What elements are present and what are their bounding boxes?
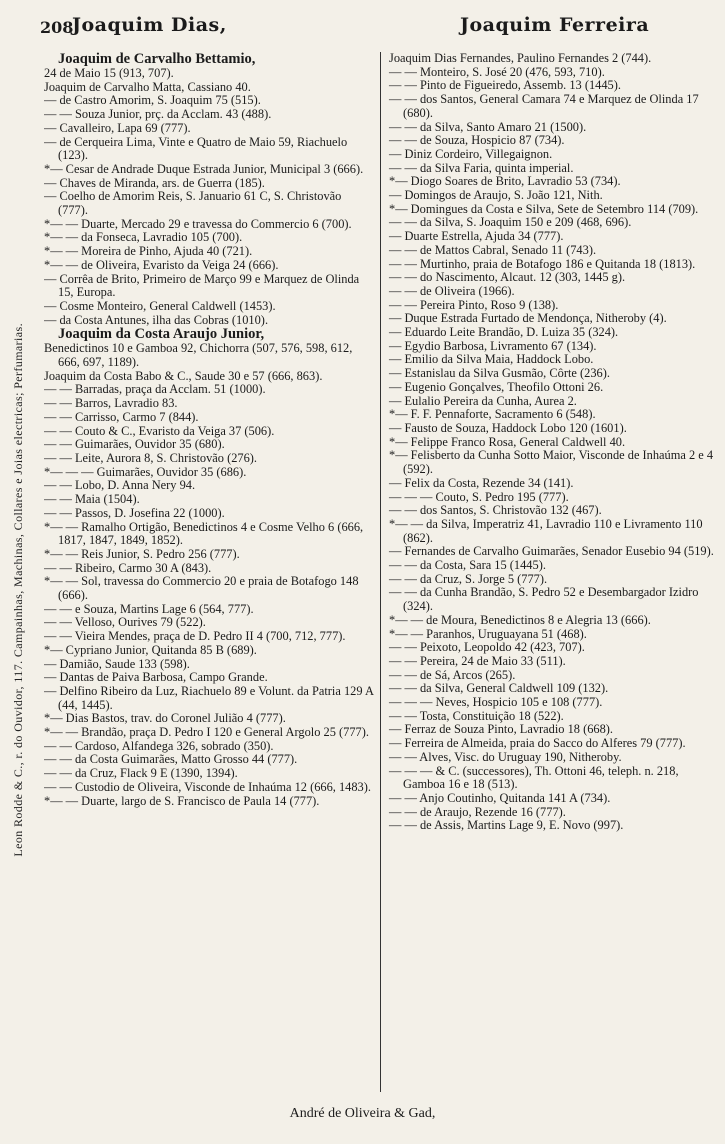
directory-entry: — Diniz Cordeiro, Villegaignon. bbox=[389, 146, 553, 161]
directory-entry: — — — Neves, Hospicio 105 e 108 (777). bbox=[389, 695, 603, 710]
directory-entry: — Eugenio Gonçalves, Theofilo Ottoni 26. bbox=[389, 379, 604, 394]
page-number: 208 bbox=[40, 18, 74, 37]
directory-entry: — de Castro Amorim, S. Joaquim 75 (515). bbox=[44, 93, 261, 108]
directory-entry: — — Custodio de Oliveira, Visconde de Inhaúma 12 (666, 1483). bbox=[44, 779, 371, 794]
directory-entry: — Damião, Saude 133 (598). bbox=[44, 656, 190, 671]
directory-entry: — — da Costa Guimarães, Matto Grosso 44 (777). bbox=[44, 752, 298, 767]
directory-entry: — — Pereira Pinto, Roso 9 (138). bbox=[389, 297, 559, 312]
directory-entry: 24 de Maio 15 (913, 707). bbox=[44, 66, 174, 80]
directory-entry: *— — de Oliveira, Evaristo da Veiga 24 (666). bbox=[44, 257, 279, 272]
directory-entry: — Chaves de Miranda, ars. de Guerra (185). bbox=[44, 175, 265, 190]
directory-entry: — Delfino Ribeiro da Luz, Riachuelo 89 e Volunt. da Patria 129 A (44, 1445). bbox=[44, 683, 374, 712]
directory-entry: — Cavalleiro, Lapa 69 (777). bbox=[44, 120, 191, 135]
directory-entry: — — Guimarães, Ouvidor 35 (680). bbox=[44, 437, 225, 452]
directory-entry: — — da Silva, S. Joaquim 150 e 209 (468, 696). bbox=[389, 215, 632, 230]
directory-entry: *— — Paranhos, Uruguayana 51 (468). bbox=[389, 626, 587, 641]
directory-entry: — — Peixoto, Leopoldo 42 (423, 707). bbox=[389, 640, 585, 655]
directory-entry: — — de Mattos Cabral, Senado 11 (743). bbox=[389, 242, 597, 257]
directory-entry: — — — & C. (successores), Th. Ottoni 46, teleph. n. 218, Gamboa 16 e 18 (513). bbox=[389, 763, 679, 792]
directory-entry: — — Vieira Mendes, praça de D. Pedro II 4 (700, 712, 777). bbox=[44, 629, 346, 644]
directory-entry: — Domingos de Araujo, S. João 121, Nith. bbox=[389, 188, 603, 203]
directory-entry: — Coelho de Amorim Reis, S. Januario 61 C, S. Christovão (777). bbox=[44, 189, 342, 218]
directory-entry: — — Murtinho, praia de Botafogo 186 e Quitanda 18 (1813). bbox=[389, 256, 696, 271]
directory-entry: — — de Souza, Hospicio 87 (734). bbox=[389, 133, 565, 148]
side-advertisement-text: Leon Rodde & C., r. do Ouvidor, 117. Campainhas, Machinas, Collares e Joias electricas; Perfumarias. bbox=[10, 323, 25, 857]
directory-entry: — Duarte Estrella, Ajuda 34 (777). bbox=[389, 229, 564, 244]
left-column bbox=[44, 52, 381, 1092]
directory-entry: Joaquim da Costa Babo & C., Saude 30 e 57 (666, 863). bbox=[44, 368, 323, 383]
directory-entry: — — dos Santos, S. Christovão 132 (467). bbox=[389, 503, 602, 518]
directory-entry: — — Pereira, 24 de Maio 33 (511). bbox=[389, 653, 566, 668]
directory-entry: — — dos Santos, General Camara 74 e Marquez de Olinda 17 (680). bbox=[389, 92, 699, 120]
directory-entry: — — Ribeiro, Carmo 30 A (843). bbox=[44, 560, 212, 575]
directory-entry: — — da Silva, General Caldwell 109 (132). bbox=[389, 681, 609, 696]
directory-entry: — de Cerqueira Lima, Vinte e Quatro de Maio 59, Riachuelo (123). bbox=[44, 134, 348, 163]
directory-entry: — — Barros, Lavradio 83. bbox=[44, 396, 178, 411]
directory-entry: *— Felippe Franco Rosa, General Caldwell 40. bbox=[389, 434, 626, 449]
directory-entry: — — Lobo, D. Anna Nery 94. bbox=[44, 478, 196, 493]
directory-entry: Joaquim de Carvalho Bettamio, bbox=[58, 52, 256, 67]
directory-entry: — — Maia (1504). bbox=[44, 492, 140, 507]
directory-entry: — Eduardo Leite Brandão, D. Luiza 35 (324). bbox=[389, 325, 619, 340]
directory-entry: *— F. F. Pennaforte, Sacramento 6 (548). bbox=[389, 407, 596, 422]
directory-entry: — da Costa Antunes, ilha das Cobras (1010). bbox=[44, 312, 269, 327]
directory-entry: — — e Souza, Martins Lage 6 (564, 777). bbox=[44, 601, 254, 616]
directory-entry: — Fernandes de Carvalho Guimarães, Senador Eusebio 94 (519). bbox=[389, 544, 714, 559]
directory-entry: *— — Sol, travessa do Commercio 20 e praia de Botafogo 148 (666). bbox=[44, 574, 359, 603]
directory-entry: — Corrêa de Brito, Primeiro de Março 99 e Marquez de Olinda 15, Europa. bbox=[44, 271, 360, 300]
directory-entry: *— — da Fonseca, Lavradio 105 (700). bbox=[44, 230, 243, 245]
directory-entry: — — Souza Junior, prç. da Acclam. 43 (488). bbox=[44, 107, 272, 122]
directory-entry: — — Couto & C., Evaristo da Veiga 37 (506). bbox=[44, 423, 275, 438]
directory-entry: — Egydio Barbosa, Livramento 67 (134). bbox=[389, 338, 597, 353]
directory-entry: — Emilio da Silva Maia, Haddock Lobo. bbox=[389, 352, 594, 367]
directory-entry: — — de Araujo, Rezende 16 (777). bbox=[389, 804, 566, 819]
directory-entry: — — Alves, Visc. do Uruguay 190, Nitheroby. bbox=[389, 749, 622, 764]
directory-entry: — — — Couto, S. Pedro 195 (777). bbox=[389, 489, 569, 504]
directory-entry: *— Cesar de Andrade Duque Estrada Junior, Municipal 3 (666). bbox=[44, 161, 364, 176]
left-running-head: Joaquim Dias, bbox=[72, 14, 227, 36]
directory-entry: *— — Reis Junior, S. Pedro 256 (777). bbox=[44, 546, 240, 561]
directory-entry: Joaquim Dias Fernandes, Paulino Fernandes 2 (744). bbox=[389, 52, 652, 65]
directory-entry: Joaquim de Carvalho Matta, Cassiano 40. bbox=[44, 79, 251, 94]
directory-entry: — Ferraz de Souza Pinto, Lavradio 18 (668). bbox=[389, 722, 614, 737]
directory-entry: — — da Cunha Brandão, S. Pedro 52 e Desembargador Izidro (324). bbox=[389, 585, 699, 614]
directory-entry: — — da Cruz, S. Jorge 5 (777). bbox=[389, 571, 548, 586]
directory-entry: — — Monteiro, S. José 20 (476, 593, 710). bbox=[389, 64, 605, 79]
side-advertisement bbox=[6, 160, 30, 1020]
directory-entry: — — Passos, D. Josefina 22 (1000). bbox=[44, 505, 225, 520]
directory-entry: *— — Ramalho Ortigão, Benedictinos 4 e Cosme Velho 6 (666, 1817, 1847, 1849, 1852). bbox=[44, 519, 364, 548]
directory-columns bbox=[44, 52, 718, 1092]
directory-entry: — — do Nascimento, Alcaut. 12 (303, 1445 g). bbox=[389, 270, 626, 285]
directory-entry: *— — da Silva, Imperatriz 41, Lavradio 110 e Livramento 110 (862). bbox=[389, 516, 703, 545]
directory-entry: *— — Brandão, praça D. Pedro I 120 e General Argolo 25 (777). bbox=[44, 725, 369, 740]
directory-entry: *— — Duarte, Mercado 29 e travessa do Commercio 6 (700). bbox=[44, 216, 352, 231]
directory-entry: *— — Moreira de Pinho, Ajuda 40 (721). bbox=[44, 244, 253, 259]
directory-entry: *— Domingues da Costa e Silva, Sete de Setembro 114 (709). bbox=[389, 201, 699, 216]
directory-entry: — — Cardoso, Alfandega 326, sobrado (350). bbox=[44, 738, 274, 753]
page-header bbox=[40, 12, 720, 42]
directory-entry: — Cosme Monteiro, General Caldwell (1453). bbox=[44, 298, 276, 313]
directory-entry: — Felix da Costa, Rezende 34 (141). bbox=[389, 475, 574, 490]
directory-entry: *— — Duarte, largo de S. Francisco de Paula 14 (777). bbox=[44, 793, 320, 808]
directory-entry: — — Velloso, Ourives 79 (522). bbox=[44, 615, 206, 630]
directory-entry: *— Diogo Soares de Brito, Lavradio 53 (734). bbox=[389, 174, 621, 189]
page-footer: André de Oliveira & Gad, bbox=[289, 1106, 436, 1121]
directory-entry: *— — — Guimarães, Ouvidor 35 (686). bbox=[44, 464, 247, 479]
directory-entry: — Duque Estrada Furtado de Mendonça, Nitheroby (4). bbox=[389, 311, 667, 326]
directory-entry: — — da Costa, Sara 15 (1445). bbox=[389, 558, 546, 573]
directory-entry: *— Felisberto da Cunha Sotto Maior, Visconde de Inhaúma 2 e 4 (592). bbox=[389, 448, 714, 477]
directory-entry: — Estanislau da Silva Gusmão, Côrte (236). bbox=[389, 366, 610, 381]
directory-entry: — — de Oliveira (1966). bbox=[389, 283, 515, 298]
directory-entry: — — da Cruz, Flack 9 E (1390, 1394). bbox=[44, 766, 238, 781]
directory-entry: — Fausto de Souza, Haddock Lobo 120 (1601). bbox=[389, 420, 627, 435]
directory-entry: Joaquim da Costa Araujo Junior, bbox=[58, 326, 265, 343]
directory-entry: — — Anjo Coutinho, Quitanda 141 A (734). bbox=[389, 790, 611, 805]
directory-entry: — — de Sá, Arcos (265). bbox=[389, 667, 516, 682]
directory-entry: — Ferreira de Almeida, praia do Sacco do Alferes 79 (777). bbox=[389, 736, 686, 751]
directory-entry: *— Dias Bastos, trav. do Coronel Julião 4 (777). bbox=[44, 711, 286, 726]
directory-entry: — — Tosta, Constituição 18 (522). bbox=[389, 708, 564, 723]
directory-entry: — — Carrisso, Carmo 7 (844). bbox=[44, 409, 199, 424]
right-column bbox=[381, 52, 718, 1092]
directory-entry: *— — de Moura, Benedictinos 8 e Alegria 13 (666). bbox=[389, 612, 651, 627]
right-running-head: Joaquim Ferreira bbox=[460, 14, 650, 36]
directory-entry: — — Leite, Aurora 8, S. Christovão (276). bbox=[44, 450, 258, 465]
directory-entry: Benedictinos 10 e Gamboa 92, Chichorra (507, 576, 598, 612, 666, 697, 1189). bbox=[44, 341, 353, 370]
directory-entry: — — da Silva, Santo Amaro 21 (1500). bbox=[389, 119, 587, 134]
directory-entry: *— Cypriano Junior, Quitanda 85 B (689). bbox=[44, 642, 257, 657]
directory-entry: — — Barradas, praça da Acclam. 51 (1000). bbox=[44, 382, 266, 397]
directory-entry: — — de Assis, Martins Lage 9, E. Novo (997). bbox=[389, 818, 624, 833]
directory-entry: — — Pinto de Figueiredo, Assemb. 13 (1445). bbox=[389, 78, 621, 93]
directory-entry: — — da Silva Faria, quinta imperial. bbox=[389, 160, 574, 175]
directory-entry: — Eulalio Pereira da Cunha, Aurea 2. bbox=[389, 393, 577, 408]
directory-entry: — Dantas de Paiva Barbosa, Campo Grande. bbox=[44, 670, 268, 685]
